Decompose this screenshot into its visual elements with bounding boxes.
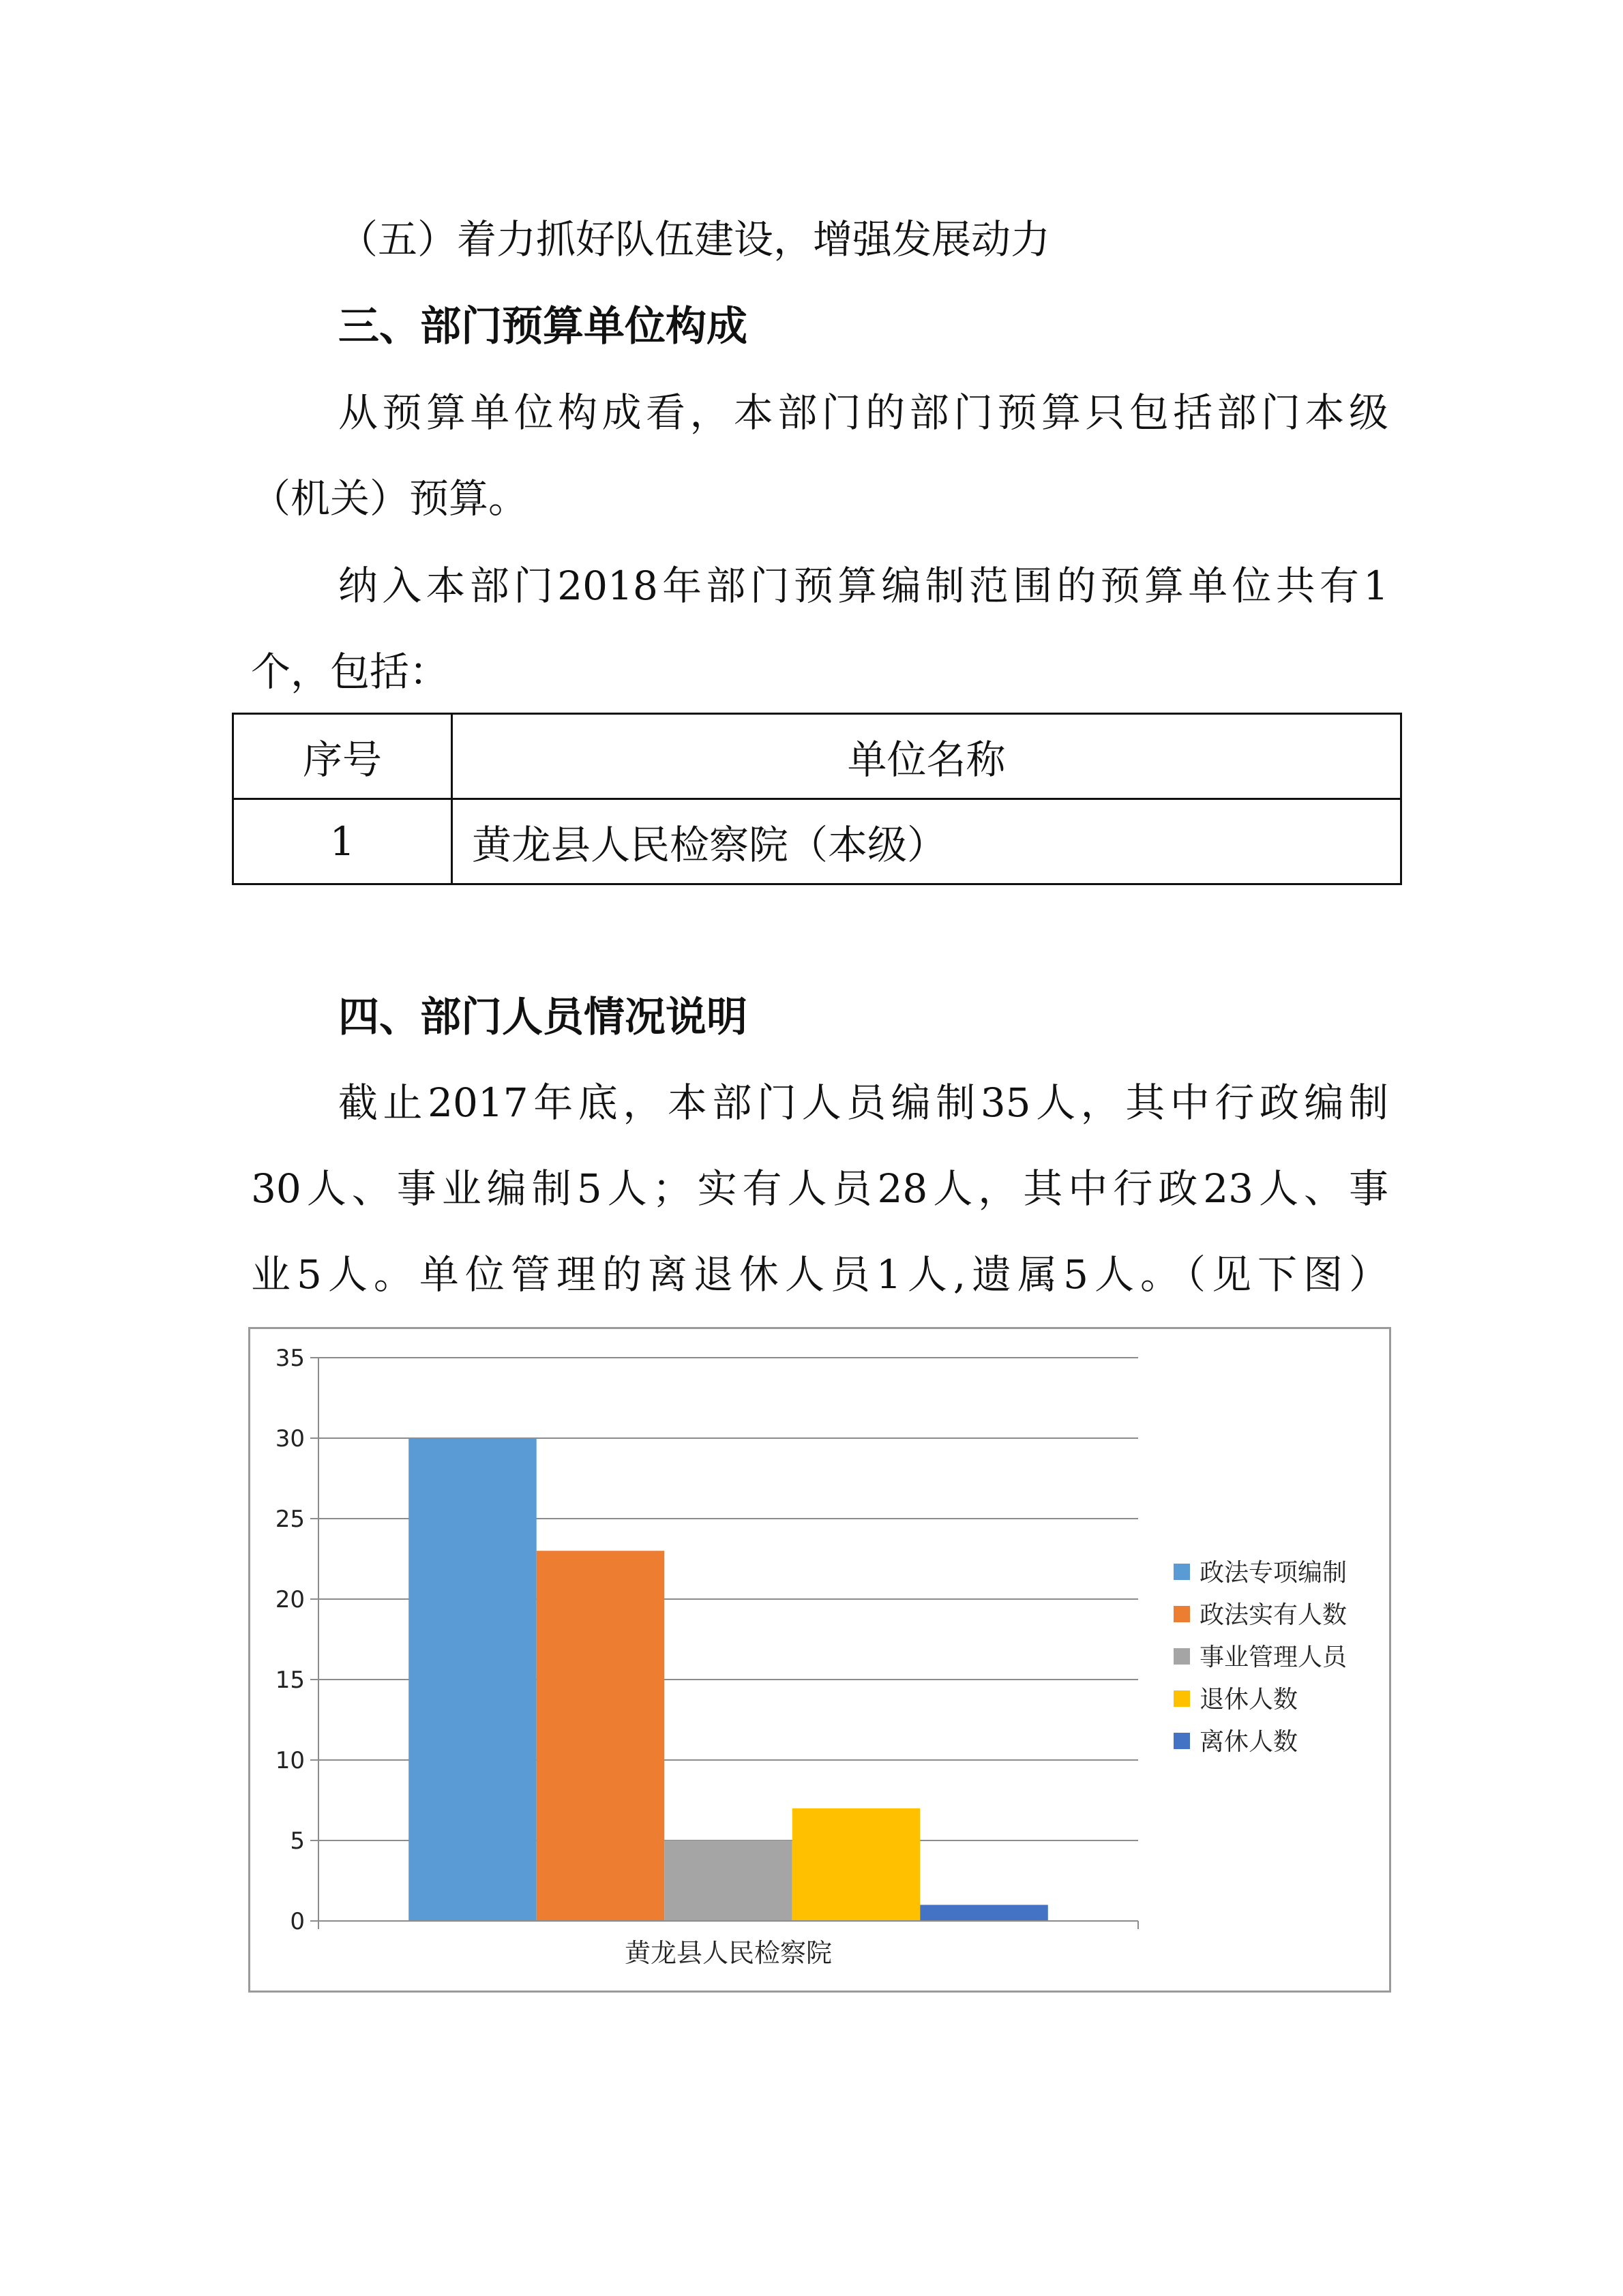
section3-paragraph2-line2: 个，包括： xyxy=(251,648,449,695)
subheading-5: （五）着力抓好队伍建设，增强发展动力 xyxy=(338,216,1051,263)
table-header-unit-name: 单位名称 xyxy=(452,714,1401,799)
legend-swatch xyxy=(1174,1733,1190,1749)
legend-swatch xyxy=(1174,1606,1190,1622)
section3-paragraph2-line1: 纳入本部门2018年部门预算编制范围的预算单位共有1 xyxy=(338,563,1388,609)
staff-bar-chart xyxy=(248,1327,1391,1993)
table-cell-unit-name: 黄龙县人民检察院（本级） xyxy=(452,799,1401,884)
bar xyxy=(537,1551,665,1921)
table-header-index: 序号 xyxy=(233,714,452,799)
y-tick-label: 35 xyxy=(275,1345,305,1372)
y-tick-label: 25 xyxy=(275,1506,305,1533)
section4-paragraph1-line1: 截止2017年底，本部门人员编制35人，其中行政编制 xyxy=(338,1079,1388,1126)
chart-svg xyxy=(250,1329,1389,1991)
y-tick-label: 5 xyxy=(290,1828,305,1855)
table-cell-index: 1 xyxy=(233,799,452,884)
legend-label: 政法专项编制 xyxy=(1200,1559,1347,1587)
legend-label: 退休人数 xyxy=(1200,1686,1298,1714)
legend-label: 离休人数 xyxy=(1200,1728,1298,1756)
table-header-row xyxy=(233,714,1401,799)
y-tick-label: 10 xyxy=(275,1747,305,1774)
y-tick-label: 15 xyxy=(275,1667,305,1694)
legend-swatch xyxy=(1174,1648,1190,1665)
section3-paragraph1-line2: （机关）预算。 xyxy=(251,475,528,522)
legend-label: 政法实有人数 xyxy=(1200,1601,1347,1629)
section3-paragraph1-line1: 从预算单位构成看，本部门的部门预算只包括部门本级 xyxy=(338,389,1388,436)
budget-unit-table xyxy=(232,713,1402,885)
legend-swatch xyxy=(1174,1690,1190,1707)
section4-paragraph1-line3: 业5人。单位管理的离退休人员1人,遗属5人。（见下图） xyxy=(251,1251,1388,1298)
bar xyxy=(792,1808,921,1921)
bar xyxy=(408,1438,537,1921)
x-category-label: 黄龙县人民检察院 xyxy=(624,1938,833,1968)
bar xyxy=(664,1840,792,1921)
y-tick-label: 20 xyxy=(275,1586,305,1613)
chart-legend xyxy=(1174,1559,1349,1756)
section4-title: 四、部门人员情况说明 xyxy=(338,994,747,1041)
y-tick-label: 30 xyxy=(275,1425,305,1452)
y-tick-label: 0 xyxy=(290,1908,305,1935)
legend-swatch xyxy=(1174,1564,1190,1580)
section3-title: 三、部门预算单位构成 xyxy=(338,303,747,351)
table-row xyxy=(233,799,1401,884)
bar xyxy=(920,1905,1048,1921)
legend-label: 事业管理人员 xyxy=(1200,1643,1347,1671)
section4-paragraph1-line2: 30人、事业编制5人；实有人员28人，其中行政23人、事 xyxy=(251,1165,1388,1212)
